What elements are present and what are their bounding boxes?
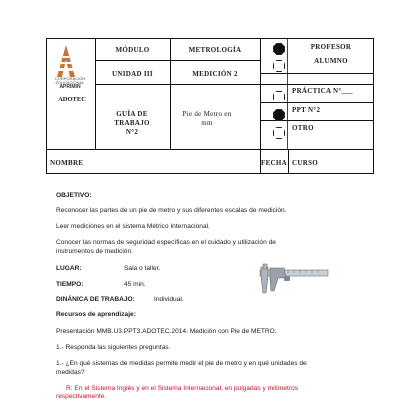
guia-label: GUÍA DE TRABAJO N°2 bbox=[114, 110, 150, 136]
type-otro-label: OTRO bbox=[292, 124, 314, 132]
fecha-label: FECHA bbox=[261, 159, 287, 167]
logo-text-line1: CORPORACIÓN bbox=[54, 76, 86, 81]
dinamica-label: DINÁNICA DE TRABAJO: bbox=[56, 296, 135, 303]
question-line-2: medidas? bbox=[56, 369, 85, 376]
unidad-value: MEDICIÓN 2 bbox=[192, 70, 238, 78]
logo-text-line2: EDUCACIONAL bbox=[55, 80, 85, 85]
role-profesor-label: PROFESOR bbox=[310, 43, 352, 51]
org-label: ADOTEC bbox=[58, 96, 86, 103]
type-ppt-label: PPT N°2 bbox=[292, 106, 321, 114]
dinamica-value: Individual. bbox=[154, 296, 184, 303]
answer-line-2: respectivamente. bbox=[56, 393, 107, 400]
recursos-label: Recursos de aprendizaje: bbox=[56, 311, 136, 318]
objetivo-line-2: Leer mediciones en el sistema Métrico Internacional. bbox=[56, 223, 210, 230]
objetivo-title: OBJETIVO: bbox=[56, 192, 92, 199]
modulo-label: MÓDULO bbox=[115, 46, 150, 54]
role-alumno-label: ALUMNO bbox=[314, 57, 348, 65]
presentacion-text: Presentación MMB.U3.PPT3.ADOTEC.2014. Medición con Pie de METRO. bbox=[56, 328, 277, 335]
lugar-label: LUGAR: bbox=[56, 265, 82, 272]
tiempo-label: TIEMPO: bbox=[56, 281, 84, 288]
modulo-value: METROLOGÍA bbox=[188, 46, 242, 54]
objetivo-line-1: Reconocer las partes de un pie de metro y sus diferentes escalas de medición. bbox=[56, 207, 287, 214]
curso-label: CURSO bbox=[292, 159, 319, 167]
nombre-label: NOMBRE bbox=[50, 159, 84, 167]
vernier-caliper-icon bbox=[258, 263, 330, 297]
instruction-text: 1.- Responda las siguientes preguntas. bbox=[56, 344, 171, 351]
type-practica-label: PRÁCTICA N°___ bbox=[292, 87, 353, 95]
objetivo-line-3: Conocer las normas de seguridad específicas en el cuidado y utilización de bbox=[56, 239, 276, 246]
logo-text-line3: APRIMIN bbox=[59, 84, 81, 90]
objetivo-line-4: instrumentos de medición. bbox=[56, 248, 133, 255]
unidad-label: UNIDAD III bbox=[112, 70, 153, 78]
answer-line-1: R: En el Sistema Inglés y en el Sistema Internacional, en pulgadas y milímetros bbox=[66, 385, 298, 392]
question-line-1: 1.- ¿En qué sistemas de medidas permite medir el pie de metro y en qué unidades de bbox=[56, 360, 307, 367]
guia-value: Pie de Metro en mm bbox=[182, 110, 232, 127]
lugar-value: Sala o taller. bbox=[124, 265, 161, 272]
tiempo-value: 45 min. bbox=[124, 281, 146, 288]
aprimin-logo-icon bbox=[53, 44, 79, 78]
